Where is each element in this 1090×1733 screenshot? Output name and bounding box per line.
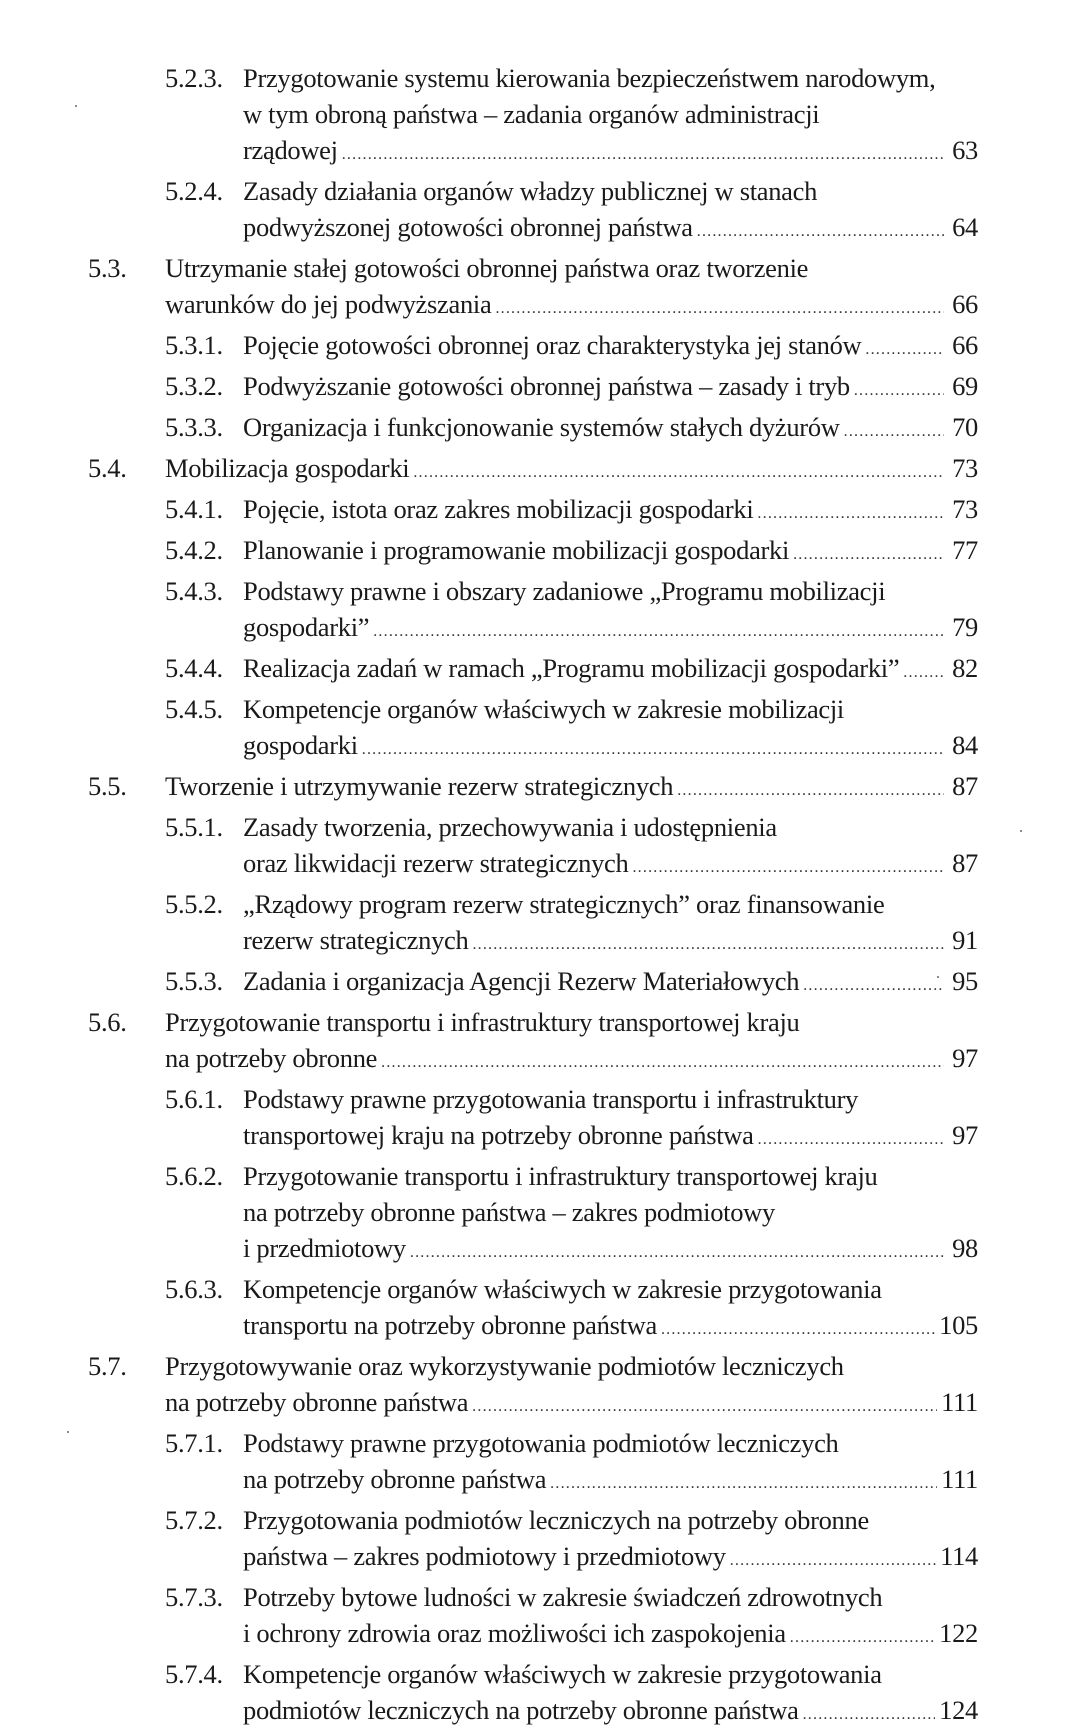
section-title: Zasady działania organów władzy publicznej w stanach [243, 176, 818, 206]
section-number: 5.6. [88, 1007, 127, 1037]
entry-line [243, 845, 978, 886]
table-of-contents [88, 60, 978, 1733]
entry-line [165, 286, 978, 327]
section-title: rezerw strategicznych [243, 925, 469, 955]
entry-line [243, 96, 978, 132]
entry-body [165, 1348, 978, 1425]
entry-body [243, 1158, 978, 1271]
section-number: 5.4. [88, 453, 127, 483]
page-number: 114 [940, 1541, 978, 1571]
section-title: na potrzeby obronne [165, 1043, 378, 1073]
section-number: 5.3.2. [165, 371, 223, 401]
section-title: Pojęcie gotowości obronnej oraz charakterystyka jej stanów [243, 330, 862, 360]
toc-entry[interactable] [88, 368, 978, 409]
dot-leader [661, 1312, 935, 1348]
dot-leader [758, 1122, 944, 1158]
section-title: Planowanie i programowanie mobilizacji gospodarki [243, 535, 790, 565]
entry-line [243, 1230, 978, 1271]
entry-line [243, 1158, 978, 1194]
scan-speck [937, 976, 939, 978]
section-title: Zasady tworzenia, przechowywania i udostępnienia [243, 812, 777, 842]
entry-line [243, 809, 978, 845]
entry-body [165, 250, 978, 327]
page-number: 66 [952, 330, 978, 360]
page-number: 95 [952, 966, 978, 996]
section-title: Przygotowania podmiotów leczniczych na potrzeby obronne [243, 1505, 869, 1535]
entry-line [243, 1194, 978, 1230]
section-title: Pojęcie, istota oraz zakres mobilizacji gospodarki [243, 494, 754, 524]
entry-body [243, 886, 978, 963]
page-number: 98 [952, 1233, 978, 1263]
page-number: 64 [952, 212, 978, 242]
entry-line [243, 1117, 978, 1158]
entry-line [165, 768, 978, 809]
section-title: Potrzeby bytowe ludności w zakresie świadczeń zdrowotnych [243, 1582, 883, 1612]
page-number: 111 [941, 1387, 978, 1417]
section-title: Kompetencje organów właściwych w zakresie przygotowania [243, 1659, 882, 1689]
section-number: 5.7.2. [165, 1505, 223, 1535]
dot-leader [803, 968, 944, 1004]
section-title: i przedmiotowy [243, 1233, 406, 1263]
section-title: Podstawy prawne przygotowania transportu i infrastruktury [243, 1084, 859, 1114]
section-title: Kompetencje organów właściwych w zakresie przygotowania [243, 1274, 882, 1304]
page-number: 124 [939, 1695, 978, 1725]
toc-entry[interactable] [88, 173, 978, 250]
toc-entry[interactable] [88, 886, 978, 963]
section-title: państwa – zakres podmiotowy i przedmiotowy [243, 1541, 726, 1571]
entry-body [243, 809, 978, 886]
entry-line [243, 691, 978, 727]
section-number: 5.7.4. [165, 1659, 223, 1689]
page-number: 63 [952, 135, 978, 165]
entry-body [243, 1579, 978, 1656]
section-title: Zadania i organizacja Agencji Rezerw Materiałowych [243, 966, 800, 996]
section-number: 5.6.1. [165, 1084, 223, 1114]
entry-body [243, 691, 978, 768]
dot-leader [865, 332, 944, 368]
section-title: Mobilizacja gospodarki [165, 453, 410, 483]
entry-line [243, 1425, 978, 1461]
entry-body [243, 368, 978, 409]
entry-body [243, 1271, 978, 1348]
dot-leader [903, 655, 944, 691]
dot-leader [550, 1466, 937, 1502]
dot-leader [844, 414, 944, 450]
entry-body [243, 327, 978, 368]
entry-line [165, 250, 978, 286]
entry-line [165, 1348, 978, 1384]
section-number: 5.5. [88, 771, 127, 801]
entry-body [243, 963, 978, 1004]
toc-entry[interactable] [88, 1579, 978, 1656]
section-title: gospodarki [243, 730, 358, 760]
entry-line [243, 886, 978, 922]
page-number: 82 [952, 653, 978, 683]
entry-line [243, 1538, 978, 1579]
entry-body [243, 532, 978, 573]
section-title: i ochrony zdrowia oraz możliwości ich zaspokojenia [243, 1618, 786, 1648]
entry-body [243, 173, 978, 250]
section-number: 5.3. [88, 253, 127, 283]
section-title: transportu na potrzeby obronne państwa [243, 1310, 657, 1340]
page-number: 111 [941, 1464, 978, 1494]
entry-line [243, 132, 978, 173]
entry-line [165, 1384, 978, 1425]
section-title: Przygotowanie transportu i infrastruktury transportowej kraju [165, 1007, 800, 1037]
section-title: transportowej kraju na potrzeby obronne państwa [243, 1120, 754, 1150]
section-number: 5.6.2. [165, 1161, 223, 1191]
section-title: na potrzeby obronne państwa [243, 1464, 547, 1494]
section-title: w tym obroną państwa – zadania organów administracji [243, 99, 820, 129]
section-title: Tworzenie i utrzymywanie rezerw strategicznych [165, 771, 674, 801]
page-number: 87 [952, 771, 978, 801]
entry-line [243, 1502, 978, 1538]
page-number: 87 [952, 848, 978, 878]
toc-entry[interactable] [88, 1348, 978, 1425]
entry-body [243, 1081, 978, 1158]
entry-line [243, 1307, 978, 1348]
toc-entry[interactable] [88, 327, 978, 368]
toc-entry[interactable] [88, 1656, 978, 1733]
toc-entry[interactable] [88, 491, 978, 532]
dot-leader [790, 1620, 935, 1656]
dot-leader [677, 773, 944, 809]
toc-entry[interactable] [88, 532, 978, 573]
section-title: podmiotów leczniczych na potrzeby obronne państwa [243, 1695, 799, 1725]
entry-line [243, 409, 978, 450]
section-number: 5.7. [88, 1351, 127, 1381]
dot-leader [472, 927, 944, 963]
page-number: 105 [939, 1310, 978, 1340]
entry-line [243, 60, 978, 96]
dot-leader [757, 496, 944, 532]
entry-line [243, 1461, 978, 1502]
section-title: Przygotowanie systemu kierowania bezpieczeństwem narodowym, [243, 63, 936, 93]
toc-entry[interactable] [88, 1271, 978, 1348]
section-number: 5.3.3. [165, 412, 223, 442]
scan-speck [75, 105, 77, 107]
entry-body [243, 650, 978, 691]
entry-body [243, 60, 978, 173]
dot-leader [362, 732, 944, 768]
dot-leader [413, 455, 944, 491]
section-number: 5.3.1. [165, 330, 223, 360]
section-title: Przygotowywanie oraz wykorzystywanie podmiotów leczniczych [165, 1351, 844, 1381]
section-number: 5.5.2. [165, 889, 223, 919]
dot-leader [730, 1543, 936, 1579]
entry-line [243, 327, 978, 368]
section-number: 5.5.3. [165, 966, 223, 996]
section-title: podwyższonej gotowości obronnej państwa [243, 212, 693, 242]
section-title: Realizacja zadań w ramach „Programu mobilizacji gospodarki” [243, 653, 900, 683]
entry-line [243, 1656, 978, 1692]
page-number: 66 [952, 289, 978, 319]
entry-line [243, 1579, 978, 1615]
toc-entry[interactable] [88, 250, 978, 327]
toc-entry[interactable] [88, 768, 978, 809]
section-number: 5.5.1. [165, 812, 223, 842]
section-title: rządowej [243, 135, 338, 165]
toc-entry[interactable] [88, 409, 978, 450]
entry-body [243, 409, 978, 450]
entry-line [243, 491, 978, 532]
entry-line [165, 1004, 978, 1040]
section-title: warunków do jej podwyższania [165, 289, 492, 319]
page-number: 69 [952, 371, 978, 401]
entry-line [243, 1271, 978, 1307]
toc-entry[interactable] [88, 1425, 978, 1502]
entry-body [243, 1502, 978, 1579]
page-number: 97 [952, 1043, 978, 1073]
dot-leader [342, 137, 944, 173]
section-title: Przygotowanie transportu i infrastruktury transportowej kraju [243, 1161, 878, 1191]
toc-entry[interactable] [88, 963, 978, 1004]
entry-line [165, 450, 978, 491]
toc-entry[interactable] [88, 1502, 978, 1579]
dot-leader [803, 1697, 936, 1733]
entry-body [165, 1004, 978, 1081]
entry-line [243, 173, 978, 209]
toc-entry[interactable] [88, 60, 978, 173]
toc-entry[interactable] [88, 809, 978, 886]
section-title: Podstawy prawne i obszary zadaniowe „Programu mobilizacji [243, 576, 886, 606]
page-number: 73 [952, 453, 978, 483]
section-number: 5.2.4. [165, 176, 223, 206]
entry-line [243, 963, 978, 1004]
entry-body [243, 491, 978, 532]
dot-leader [495, 291, 944, 327]
entry-body [165, 768, 978, 809]
toc-entry[interactable] [88, 650, 978, 691]
entry-line [243, 727, 978, 768]
section-title: „Rządowy program rezerw strategicznych” oraz finansowanie [243, 889, 885, 919]
dot-leader [410, 1235, 944, 1271]
toc-entry[interactable] [88, 573, 978, 650]
dot-leader [632, 850, 944, 886]
entry-body [243, 1656, 978, 1733]
dot-leader [793, 537, 944, 573]
section-title: na potrzeby obronne państwa – zakres podmiotowy [243, 1197, 775, 1227]
section-number: 5.4.2. [165, 535, 223, 565]
dot-leader [697, 214, 944, 250]
section-title: Podwyższanie gotowości obronnej państwa – zasady i tryb [243, 371, 850, 401]
toc-entry[interactable] [88, 1081, 978, 1158]
section-number: 5.4.4. [165, 653, 223, 683]
toc-entry[interactable] [88, 450, 978, 491]
dot-leader [854, 373, 944, 409]
entry-body [243, 573, 978, 650]
entry-line [243, 609, 978, 650]
page-number: 79 [952, 612, 978, 642]
section-number: 5.7.3. [165, 1582, 223, 1612]
page-number: 97 [952, 1120, 978, 1150]
section-number: 5.7.1. [165, 1428, 223, 1458]
entry-line [243, 209, 978, 250]
section-title: Kompetencje organów właściwych w zakresie mobilizacji [243, 694, 844, 724]
section-title: Utrzymanie stałej gotowości obronnej państwa oraz tworzenie [165, 253, 809, 283]
entry-line [243, 368, 978, 409]
section-number: 5.6.3. [165, 1274, 223, 1304]
entry-line [243, 1692, 978, 1733]
entry-line [243, 1615, 978, 1656]
entry-line [165, 1040, 978, 1081]
entry-body [165, 450, 978, 491]
section-title: na potrzeby obronne państwa [165, 1387, 469, 1417]
page-number: 77 [952, 535, 978, 565]
entry-line [243, 573, 978, 609]
toc-entry[interactable] [88, 1004, 978, 1081]
dot-leader [381, 1045, 944, 1081]
section-title: gospodarki” [243, 612, 370, 642]
page-number: 73 [952, 494, 978, 524]
page-number: 70 [952, 412, 978, 442]
page-number: 122 [939, 1618, 978, 1648]
entry-line [243, 532, 978, 573]
dot-leader [373, 614, 944, 650]
section-title: oraz likwidacji rezerw strategicznych [243, 848, 629, 878]
page-number: 84 [952, 730, 978, 760]
scan-speck [67, 1431, 69, 1433]
section-number: 5.2.3. [165, 63, 223, 93]
section-title: Organizacja i funkcjonowanie systemów stałych dyżurów [243, 412, 840, 442]
entry-body [243, 1425, 978, 1502]
section-number: 5.4.3. [165, 576, 223, 606]
entry-line [243, 1081, 978, 1117]
scan-speck [1020, 830, 1022, 832]
section-number: 5.4.5. [165, 694, 223, 724]
dot-leader [472, 1389, 937, 1425]
section-title: Podstawy prawne przygotowania podmiotów leczniczych [243, 1428, 839, 1458]
section-number: 5.4.1. [165, 494, 223, 524]
entry-line [243, 922, 978, 963]
toc-entry[interactable] [88, 1158, 978, 1271]
toc-entry[interactable] [88, 691, 978, 768]
page-number: 91 [952, 925, 978, 955]
entry-line [243, 650, 978, 691]
